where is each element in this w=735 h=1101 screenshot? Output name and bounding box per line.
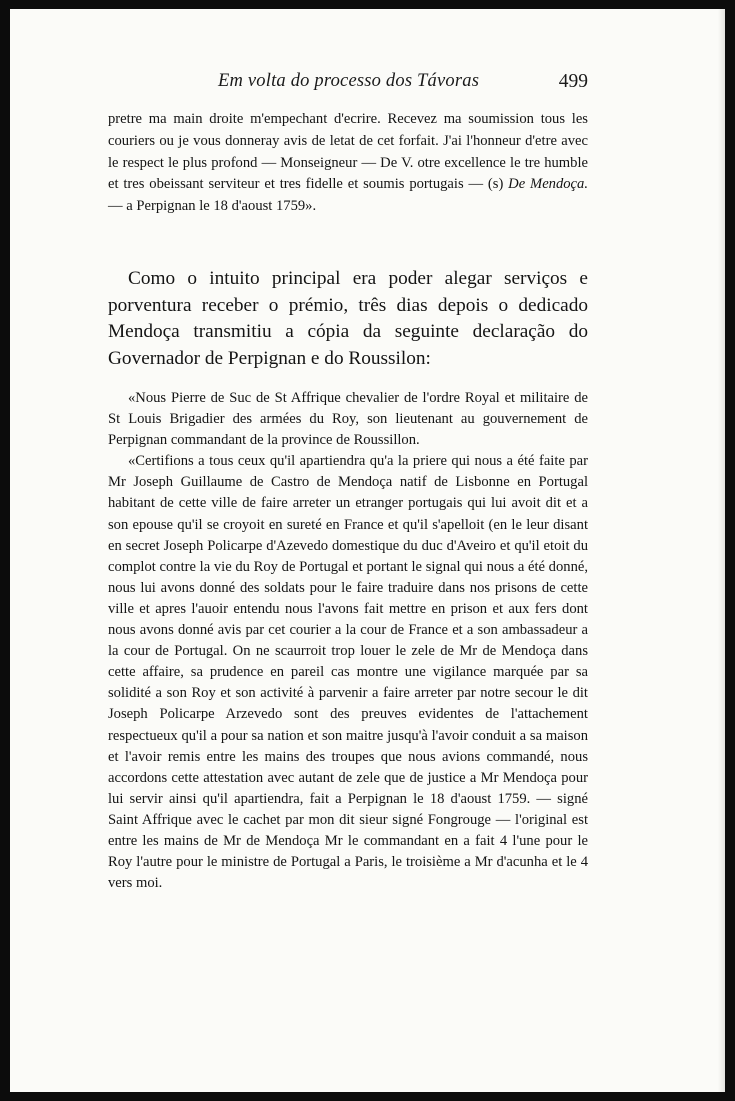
- declaration-opening: «Nous Pierre de Suc de St Affrique chevalier de l'ordre Royal et militaire de St Louis Brigadier des armées du Roy, son lieutenant au gouvernement de Perpignan commandant de la province de Roussillon.: [108, 390, 588, 449]
- declaration-body: «Certifions a tous ceux qu'il apartiendra qu'a la priere qui nous a été faite par Mr Joseph Guillaume de Castro de Mendoça natif de Lisbonne en Portugal habitant de cette ville de faire arreter un etranger portugais qui lui avoit dit et a son epouse qu'il se croyoit en sureté en France et qu'il s'apelloit (en le leur disant en secret Joseph Policarpe d'Azevedo domestique du duc d'Aveiro et qu'il etoit du complot contre la vie du Roy de Portugal et portant le signal qui nous a été donné, nous lui avons donné des soldats pour le faire traduire dans nos prisons de cette ville et apres l'auoir entendu nous l'avons fait mettre en prison et aux fers dont nous avons donné avis par cet courier a la cour de France et a son ambassadeur a la cour de Portugal. On ne scaurroit trop louer le zele de Mr de Mendoça dans cette affaire, sa prudence en pareil cas montre une vigilance marquée par sa solidité a son Roy et son activité à parvenir a faire arreter par notre secour le dit Joseph Policarpe Arzevedo sont des preuves evidentes de l'attachement respectueux qu'il a pour sa nation et son maitre jusqu'à l'avoir conduit a sa maison et l'avoir remis entre les mains des troupes que nous avions commandé, nous accordons cette attestation avec autant de zele que de justice a Mr Mendoça pour lui servir ainsi qu'il apartiendra, fait a Perpignan le 18 d'aoust 1759. — signé Saint Affrique avec le cachet par mon dit sieur signé Fongrouge — l'original est entre les mains de Mr de Mendoça Mr le commandant en a fait 4 l'une pour le Roy l'autre pour le ministre de Portugal a Paris, le troisième a Mr d'acunha et le 4 vers moi.: [108, 453, 588, 892]
- declaration-quote: [108, 388, 588, 894]
- letter-continuation: [108, 109, 588, 218]
- letter-dateline: — a Perpignan le 18 d'aoust 1759».: [108, 198, 317, 215]
- letter-text: pretre ma main droite m'empechant d'ecrire. Recevez ma soumission tous les couriers ou je vous donneray avis de letat de cet forfait. J'ai l'honneur d'etre avec le respect le plus profond — Monseigneur — De V. otre excellence le tre humble et tres obeissant serviteur et tres fidelle et soumis portugais — (s): [108, 111, 588, 193]
- book-page: [10, 9, 725, 1092]
- page-number: 499: [558, 71, 588, 92]
- narrative-paragraph: [108, 266, 588, 372]
- page-header: [108, 69, 588, 99]
- running-title: Em volta do processo dos Távoras: [218, 71, 480, 91]
- narrative-text: Como o intuito principal era poder alegar serviços e porventura receber o prémio, três dias depois o dedicado Mendoça transmitiu a cópia da seguinte declaração do Governador de Perpignan e do Roussilon:: [108, 268, 588, 369]
- letter-signature: De Mendoça.: [508, 176, 588, 193]
